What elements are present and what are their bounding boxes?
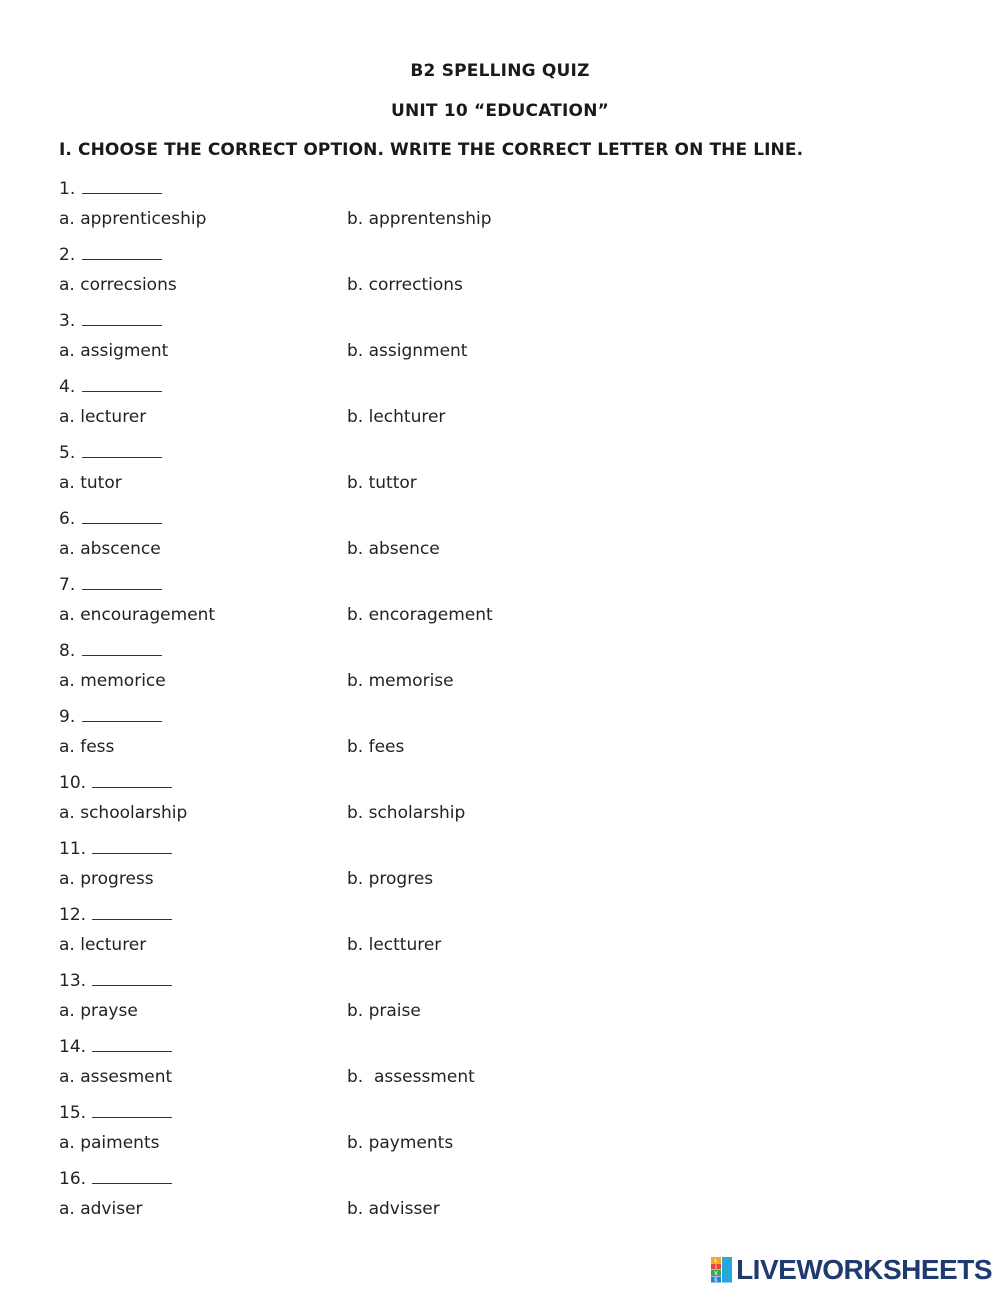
option-b: b. tuttor — [347, 473, 417, 493]
option-b: b. corrections — [347, 275, 463, 295]
answer-line[interactable] — [82, 572, 162, 590]
option-b: b. payments — [347, 1133, 454, 1153]
question-item — [59, 174, 939, 240]
question-number: 16. — [59, 1169, 87, 1189]
answer-line[interactable] — [82, 176, 162, 194]
question-number: 2. — [59, 245, 76, 265]
option-a: a. adviser — [59, 1199, 143, 1219]
question-number: 15. — [59, 1103, 87, 1123]
question-number: 9. — [59, 707, 76, 727]
answer-line[interactable] — [92, 1166, 172, 1184]
option-b: b. progres — [347, 869, 434, 889]
question-number: 14. — [59, 1037, 87, 1057]
option-b: b. scholarship — [347, 803, 466, 823]
question-item — [59, 372, 939, 438]
answer-line[interactable] — [92, 1034, 172, 1052]
question-item — [59, 966, 939, 1032]
logo-letter: L — [714, 1258, 718, 1264]
option-b: b. assessment — [347, 1067, 475, 1087]
question-item — [59, 768, 939, 834]
quiz-title: B2 SPELLING QUIZ — [410, 61, 590, 81]
question-item — [59, 240, 939, 306]
option-b: b. absence — [347, 539, 440, 559]
brand-name: LIVEWORKSHEETS — [736, 1254, 992, 1285]
answer-line[interactable] — [92, 836, 172, 854]
option-b: b. praise — [347, 1001, 421, 1021]
option-b: b. memorise — [347, 671, 454, 691]
question-number: 7. — [59, 575, 76, 595]
unit-subtitle: UNIT 10 “EDUCATION” — [390, 101, 610, 121]
instruction-heading: I. CHOOSE THE CORRECT OPTION. WRITE THE CORRECT LETTER ON THE LINE. — [59, 140, 804, 160]
question-item — [59, 900, 939, 966]
question-item — [59, 570, 939, 636]
option-a: a. lecturer — [59, 407, 147, 427]
question-number: 13. — [59, 971, 87, 991]
question-number: 11. — [59, 839, 87, 859]
answer-line[interactable] — [82, 374, 162, 392]
liveworksheets-brand[interactable] — [711, 1255, 992, 1285]
question-list — [59, 174, 939, 1230]
option-b: b. apprentenship — [347, 209, 492, 229]
answer-line[interactable] — [92, 902, 172, 920]
option-b: b. lectturer — [347, 935, 442, 955]
question-item — [59, 1098, 939, 1164]
question-number: 6. — [59, 509, 76, 529]
answer-line[interactable] — [82, 308, 162, 326]
answer-line[interactable] — [82, 506, 162, 524]
question-item — [59, 636, 939, 702]
logo-letter: V — [714, 1271, 718, 1277]
answer-line[interactable] — [82, 242, 162, 260]
answer-line[interactable] — [82, 638, 162, 656]
question-item — [59, 1164, 939, 1230]
option-a: a. abscence — [59, 539, 161, 559]
option-a: a. assigment — [59, 341, 169, 361]
option-a: a. encouragement — [59, 605, 216, 625]
question-number: 4. — [59, 377, 76, 397]
question-number: 3. — [59, 311, 76, 331]
option-a: a. paiments — [59, 1133, 160, 1153]
answer-line[interactable] — [92, 1100, 172, 1118]
answer-line[interactable] — [92, 770, 172, 788]
option-b: b. lechturer — [347, 407, 446, 427]
question-item — [59, 1032, 939, 1098]
question-item — [59, 504, 939, 570]
question-item — [59, 834, 939, 900]
answer-line[interactable] — [82, 440, 162, 458]
option-b: b. assignment — [347, 341, 468, 361]
question-number: 1. — [59, 179, 76, 199]
question-number: 8. — [59, 641, 76, 661]
question-number: 5. — [59, 443, 76, 463]
option-a: a. schoolarship — [59, 803, 188, 823]
logo-letter: E — [714, 1277, 718, 1283]
option-a: a. progress — [59, 869, 154, 889]
option-b: b. fees — [347, 737, 405, 757]
option-b: b. encoragement — [347, 605, 493, 625]
option-a: a. correcsions — [59, 275, 177, 295]
option-a: a. assesment — [59, 1067, 173, 1087]
answer-line[interactable] — [82, 704, 162, 722]
question-item — [59, 306, 939, 372]
option-a: a. fess — [59, 737, 115, 757]
question-number: 12. — [59, 905, 87, 925]
liveworksheets-logo-icon — [711, 1257, 733, 1283]
logo-letter: I — [715, 1264, 717, 1271]
question-item — [59, 702, 939, 768]
option-a: a. prayse — [59, 1001, 138, 1021]
option-a: a. apprenticeship — [59, 209, 207, 229]
answer-line[interactable] — [92, 968, 172, 986]
question-item — [59, 438, 939, 504]
option-a: a. lecturer — [59, 935, 147, 955]
option-b: b. advisser — [347, 1199, 440, 1219]
option-a: a. memorice — [59, 671, 166, 691]
option-a: a. tutor — [59, 473, 122, 493]
question-number: 10. — [59, 773, 87, 793]
